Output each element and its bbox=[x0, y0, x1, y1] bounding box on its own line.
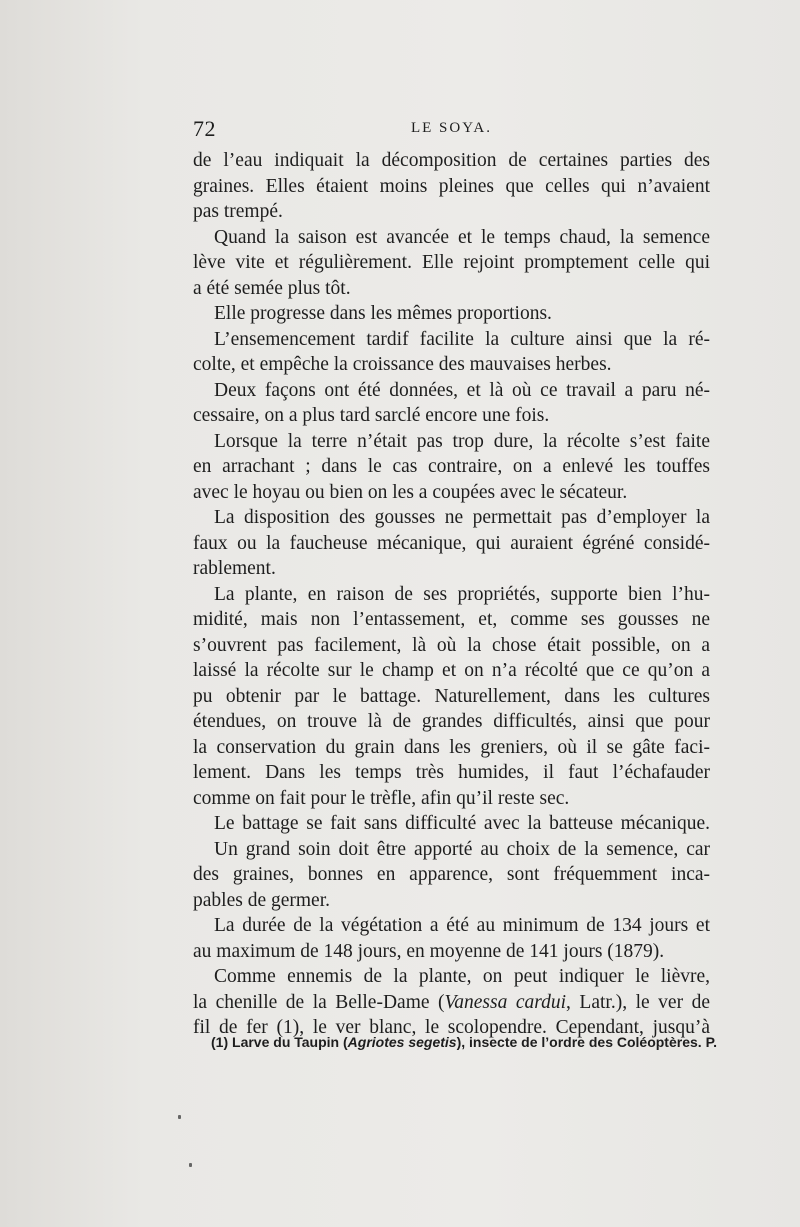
text-line: La durée de la végétation a été au minimum de 134 jours et bbox=[214, 915, 710, 936]
text-line: La plante, en raison de ses propriétés, supporte bien l’hu- bbox=[214, 583, 710, 605]
text-line: lement. Dans les temps très humides, il faut l’échafauder bbox=[193, 762, 710, 783]
text-line: en arrachant ; dans le cas contraire, on a enlevé les touffes bbox=[193, 456, 710, 477]
text-line: s’ouvrent pas facilement, là où la chose était possible, on a bbox=[193, 634, 710, 656]
text-line: avec le hoyau ou bien on les a coupées avec le sécateur. bbox=[193, 481, 628, 503]
text-line: faux ou la faucheuse mécanique, qui auraient égréné considé- bbox=[193, 532, 710, 554]
text-line: pas trempé. bbox=[193, 201, 283, 222]
footnote-signature: P. bbox=[705, 1034, 717, 1050]
text-line: étendues, on trouve là de grandes difficultés, ainsi que pour bbox=[193, 711, 710, 732]
text-line: la conservation du grain dans les greniers, où il se gâte faci- bbox=[193, 736, 710, 758]
text-line: Lorsque la terre n’était pas trop dure, la récolte s’est faite bbox=[214, 430, 710, 452]
text-line: graines. Elles étaient moins pleines que celles qui n’avaient bbox=[193, 175, 710, 197]
text-line: pables de germer. bbox=[193, 889, 330, 911]
paper-speck bbox=[189, 1163, 192, 1167]
text-line: Deux façons ont été données, et là où ce travail a paru né- bbox=[214, 379, 710, 401]
species-name: Vanessa cardui bbox=[444, 991, 567, 1013]
footnote bbox=[211, 1034, 717, 1050]
page-header bbox=[193, 116, 710, 146]
paper-speck bbox=[178, 1115, 181, 1119]
text-line: a été semée plus tôt. bbox=[193, 277, 351, 299]
text-line: colte, et empêche la croissance des mauvaises herbes. bbox=[193, 354, 612, 375]
text-line: pu obtenir par le battage. Naturellement, dans les cultures bbox=[193, 685, 710, 707]
text-line: Quand la saison est avancée et le temps chaud, la semence bbox=[214, 226, 710, 248]
text-line: au maximum de 148 jours, en moyenne de 141 jours (1879). bbox=[193, 940, 665, 962]
footnote-marker: (1) bbox=[211, 1034, 229, 1050]
running-title: LE SOYA. bbox=[410, 120, 492, 136]
text-line: midité, mais non l’entassement, et, comme ses gousses ne bbox=[193, 609, 710, 630]
text-line: L’ensemencement tardif facilite la culture ainsi que la ré- bbox=[214, 328, 710, 350]
footnote-text-before: Larve du Taupin ( bbox=[232, 1034, 348, 1050]
text-line: cessaire, on a plus tard sarclé encore une fois. bbox=[193, 405, 550, 426]
text-line: Comme ennemis de la plante, on peut indiquer le lièvre, bbox=[214, 966, 710, 987]
text-line: lève vite et régulièrement. Elle rejoint promptement celle qui bbox=[193, 252, 710, 273]
page-number: 72 bbox=[193, 116, 216, 141]
text-line: laissé la récolte sur le champ et on n’a récolté que ce qu’on a bbox=[193, 660, 710, 681]
text-line: Un grand soin doit être apporté au choix de la semence, car bbox=[214, 838, 710, 860]
text-line: de l’eau indiquait la décomposition de certaines parties des bbox=[193, 150, 710, 171]
body-text bbox=[193, 148, 710, 1041]
footnote-species-name: Agriotes segetis bbox=[347, 1034, 457, 1050]
text-line: Elle progresse dans les mêmes proportions. bbox=[214, 303, 552, 324]
text-line: des graines, bonnes en apparence, sont fréquemment inca- bbox=[193, 864, 710, 885]
text-line: comme on fait pour le trèfle, afin qu’il reste sec. bbox=[193, 787, 570, 809]
footnote-text-after: ), insecte de l’ordre des Coléoptères. bbox=[456, 1034, 702, 1050]
text-line: rablement. bbox=[193, 558, 276, 579]
text-line: La disposition des gousses ne permettait pas d’employer la bbox=[214, 507, 710, 528]
text-line: fil de fer (1), le ver blanc, le scolopendre. Cependant, jusqu’à bbox=[193, 1017, 710, 1038]
text-line: la chenille de la Belle-Dame (Vanessa cardui, Latr.), le ver de bbox=[193, 991, 710, 1013]
text-line: Le battage se fait sans difficulté avec la batteuse mécanique. bbox=[214, 813, 710, 834]
